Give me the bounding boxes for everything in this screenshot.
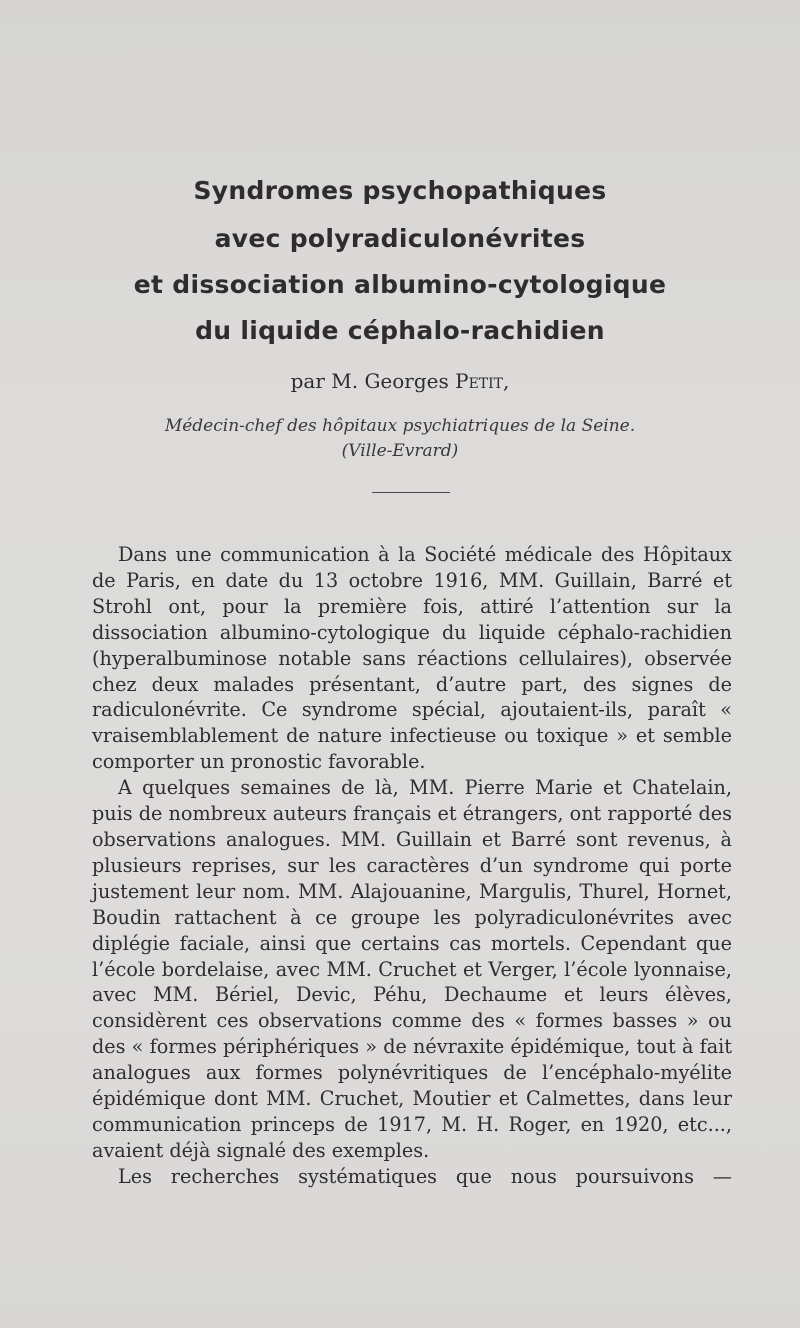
author-suffix: , xyxy=(503,369,510,393)
paragraph-2: A quelques semaines de là, MM. Pierre Marie et Chatelain, puis de nombreux auteurs français et étrangers, ont rapporté des observations analogues. MM. Guillain et Barré sont revenus, à plusieurs reprises, sur les caractères d’un syndrome qui porte justement leur nom. MM. Alajouanine, Margulis, Thurel, Hornet, Boudin rattachent à ce groupe les polyradiculonévrites avec diplégie faciale, ainsi que certains cas mortels. Cependant que l’école bordelaise, avec MM. Cruchet et Verger, l’école lyonnaise, avec MM. Bériel, Devic, Péhu, Dechaume et leurs élèves, considèrent ces observations comme des « formes basses » ou des « formes périphériques » de névraxite épidémique, tout à fait analogues aux formes polynévritiques de l’encéphalo-myélite épidémique dont MM. Cruchet, Moutier et Calmettes, dans leur communication princeps de 1917, M. H. Roger, en 1920, etc..., avaient déjà signalé des exemples. xyxy=(92,776,732,1162)
affiliation-line-2: (Ville-Evrard) xyxy=(341,441,459,461)
author-prefix: par M. Georges xyxy=(290,369,456,393)
author-line xyxy=(0,366,800,396)
body-text xyxy=(92,542,732,1190)
author-surname: Petit xyxy=(455,369,504,393)
title-line-2: avec polyradiculonévrites xyxy=(214,224,586,253)
affiliation-line-1: Médecin-chef des hôpitaux psychiatriques de la Seine. xyxy=(164,416,636,436)
separator-rule xyxy=(372,492,450,493)
title-line-4: du liquide céphalo-rachidien xyxy=(195,316,605,345)
paragraph-1: Dans une communication à la Société médicale des Hôpitaux de Paris, en date du 13 octobre 1916, MM. Guillain, Barré et Strohl ont, pour la première fois, attiré l’attention sur la dissociation albumino-cytologique du liquide céphalo-rachidien (hyperalbuminose notable sans réactions cellulaires), observée chez deux malades présentant, d’autre part, des signes de radiculonévrite. Ce syndrome spécial, ajoutaient-ils, paraît « vraisemblablement de nature infectieuse ou toxique » et semble comporter un pronostic favorable. xyxy=(92,543,732,774)
paragraph-3: Les recherches systématiques que nous poursuivons — xyxy=(118,1164,732,1188)
title-line-3: et dissociation albumino-cytologique xyxy=(133,270,667,299)
title-line-1: Syndromes psychopathiques xyxy=(193,176,607,205)
